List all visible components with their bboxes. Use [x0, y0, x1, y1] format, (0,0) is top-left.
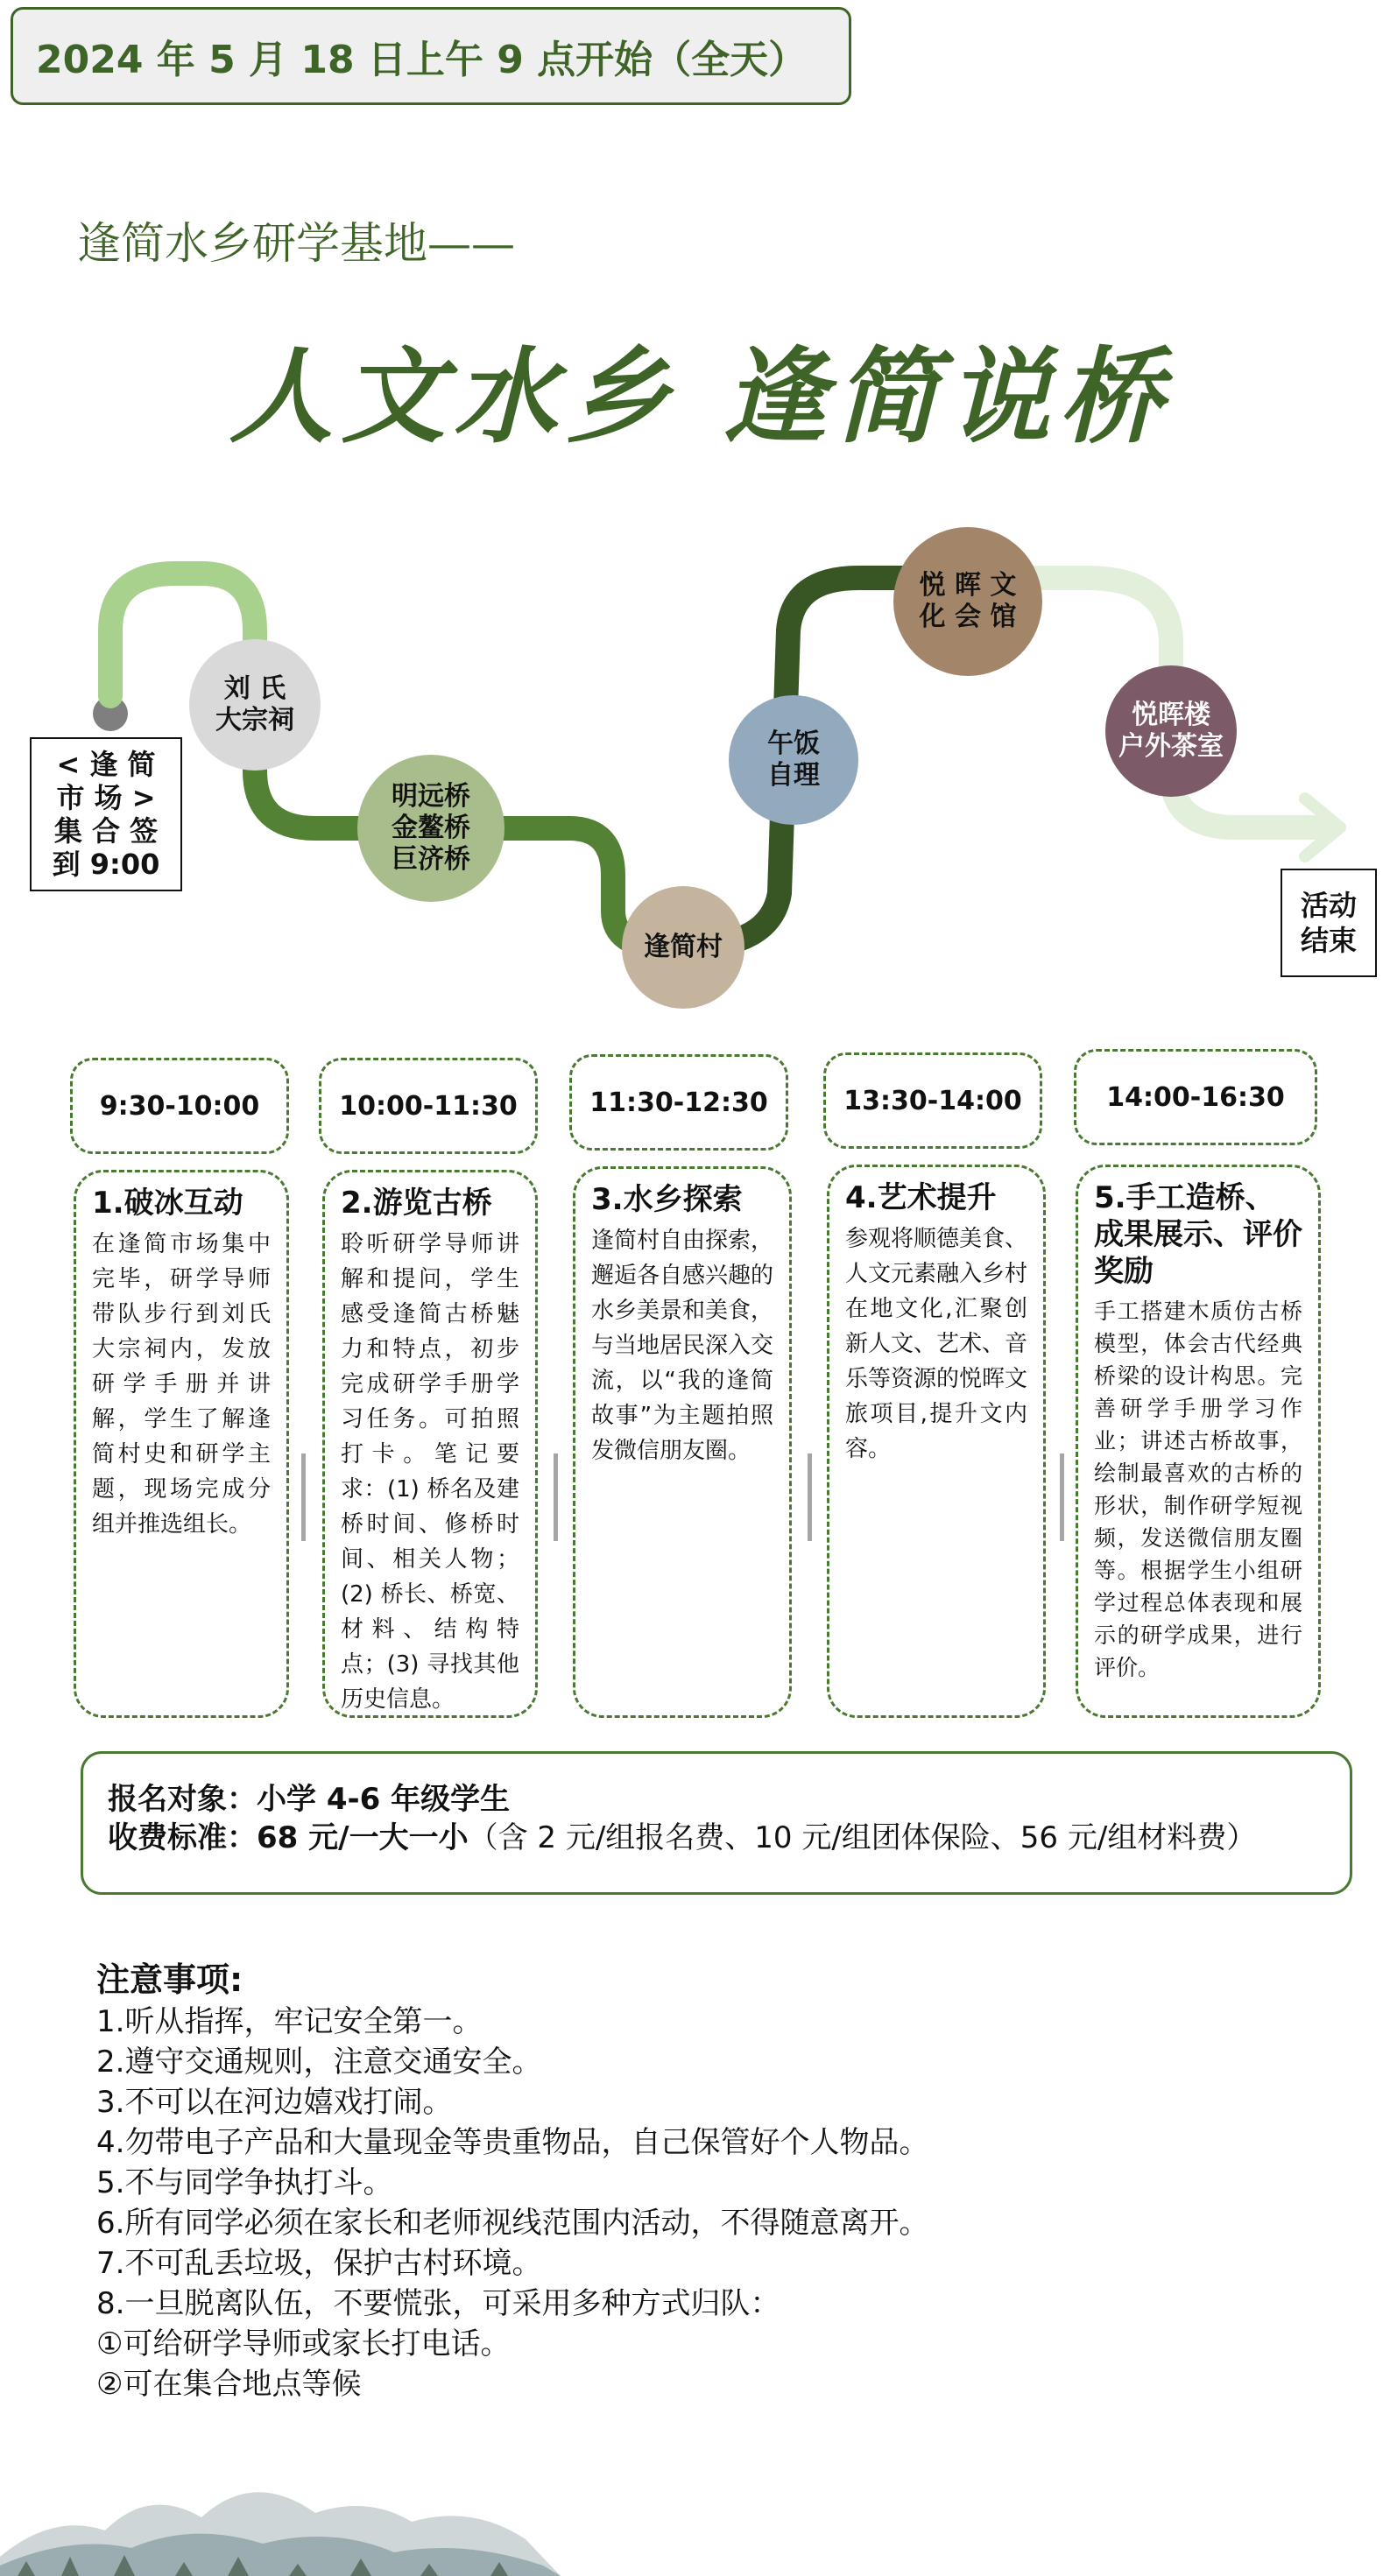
- note-item: ②可在集合地点等候: [96, 2367, 362, 2402]
- separator: [1060, 1453, 1064, 1541]
- note-item: 3.不可以在河边嬉戏打闹。: [96, 2085, 453, 2120]
- activity-title: 2.游览古桥: [341, 1186, 492, 1221]
- time-text: 13:30-14:00: [843, 1085, 1022, 1116]
- note-item: 8.一旦脱离队伍，不要慌张，可采用多种方式归队：: [96, 2286, 780, 2321]
- time-text: 11:30-12:30: [589, 1087, 768, 1118]
- stop-fengjian-village: 逢简村: [622, 886, 744, 1009]
- activity-title: 1.破冰互动: [92, 1186, 243, 1221]
- time-text: 14:00-16:30: [1106, 1081, 1285, 1113]
- note-item: 1.听从指挥，牢记安全第一。: [96, 2004, 483, 2039]
- target-row: [108, 1780, 1325, 1819]
- activity-card-5: [1076, 1165, 1321, 1718]
- notes-section: [96, 1958, 1323, 2404]
- activity-description: 逢简村自由探索，邂逅各自感兴趣的水乡美景和美食，与当地居民深入交流，以“我的逢简故事”为主题拍照发微信朋友圈。: [591, 1228, 774, 1464]
- separator: [554, 1453, 558, 1541]
- activity-description: 在逢简市场集中完毕，研学导师带队步行到刘氏大宗祠内，发放研学手册并讲解，学生了解逢简村史和研学主题，现场完成分组并推选组长。: [92, 1231, 271, 1538]
- target-value: 小学 4-6 年级学生: [257, 1782, 511, 1817]
- fee-row: [108, 1819, 1325, 1857]
- stop-tea-house: 悦晖楼 户外茶室: [1105, 665, 1237, 797]
- stop-liu-ancestral-hall: 刘 氏 大宗祠: [189, 639, 321, 771]
- time-slot-1: [70, 1058, 289, 1154]
- time-text: 10:00-11:30: [339, 1090, 518, 1122]
- time-text: 9:30-10:00: [99, 1090, 260, 1122]
- registration-info: [81, 1751, 1352, 1895]
- date-text: 2024 年 5 月 18 日上午 9 点开始（全天）: [36, 38, 808, 82]
- fee-note: （含 2 元/组报名费、10 元/组团体保险、56 元/组材料费）: [468, 1820, 1257, 1855]
- activity-description: 手工搭建木质仿古桥模型，体会古代经典桥梁的设计构思。完善研学手册学习作业；讲述古桥故事，绘制最喜欢的古桥的形状，制作研学短视频，发送微信朋友圈等。根据学生小组研学过程总体表现和展示的研学成果，进行评价。: [1094, 1299, 1302, 1680]
- time-slot-3: [569, 1054, 788, 1151]
- end-label: 活动 结束: [1281, 869, 1377, 977]
- note-item: 4.勿带电子产品和大量现金等贵重物品，自己保管好个人物品。: [96, 2125, 929, 2160]
- page-title: 人文水乡 逢简说桥: [229, 335, 1172, 457]
- mountain-landscape-illustration: [0, 2434, 613, 2576]
- activity-card-3: [573, 1166, 792, 1718]
- fee-value: 68 元/一大一小: [257, 1820, 469, 1855]
- start-label: < 逢 简 市 场 > 集 合 签 到 9:00: [30, 737, 182, 891]
- date-badge: [11, 7, 851, 105]
- fee-label: 收费标准：: [108, 1820, 257, 1855]
- activity-card-2: [322, 1170, 538, 1718]
- separator: [301, 1453, 306, 1541]
- stop-yuehui-hall: 悦 晖 文 化 会 馆: [893, 527, 1042, 676]
- activity-card-1: [74, 1170, 289, 1718]
- activity-description: 参观将顺德美食、人文元素融入乡村在地文化,汇聚创新人文、艺术、音乐等资源的悦晖文旅项目,提升文内容。: [845, 1226, 1028, 1462]
- stop-lunch: 午饭 自理: [729, 695, 858, 825]
- activity-title: 4.艺术提升: [845, 1180, 997, 1215]
- time-slot-4: [823, 1052, 1042, 1149]
- activity-title: 3.水乡探索: [591, 1182, 743, 1217]
- time-slot-5: [1074, 1049, 1317, 1145]
- stop-bridges: 明远桥 金鳌桥 巨济桥: [357, 755, 504, 902]
- notes-title: 注意事项:: [96, 1960, 243, 1999]
- activity-title: 5.手工造桥、成果展示、评价奖励: [1094, 1180, 1302, 1289]
- note-item: 7.不可乱丢垃圾，保护古村环境。: [96, 2246, 542, 2281]
- time-slot-2: [319, 1058, 538, 1154]
- note-item: 6.所有同学必须在家长和老师视线范围内活动，不得随意离开。: [96, 2206, 929, 2241]
- activity-description: 聆听研学导师讲解和提问，学生感受逢简古桥魅力和特点，初步完成研学手册学习任务。可拍照打卡。笔记要求：(1) 桥名及建桥时间、修桥时间、相关人物；(2) 桥长、桥宽、材料、结构特点；(3) 寻找其他历史信息。: [341, 1231, 519, 1713]
- note-item: ①可给研学导师或家长打电话。: [96, 2326, 511, 2361]
- target-label: 报名对象：: [108, 1782, 257, 1817]
- base-subtitle: 逢简水乡研学基地——: [77, 218, 515, 269]
- activity-card-4: [827, 1165, 1046, 1718]
- separator: [808, 1453, 812, 1541]
- note-item: 5.不与同学争执打斗。: [96, 2165, 393, 2200]
- note-item: 2.遵守交通规则，注意交通安全。: [96, 2045, 542, 2080]
